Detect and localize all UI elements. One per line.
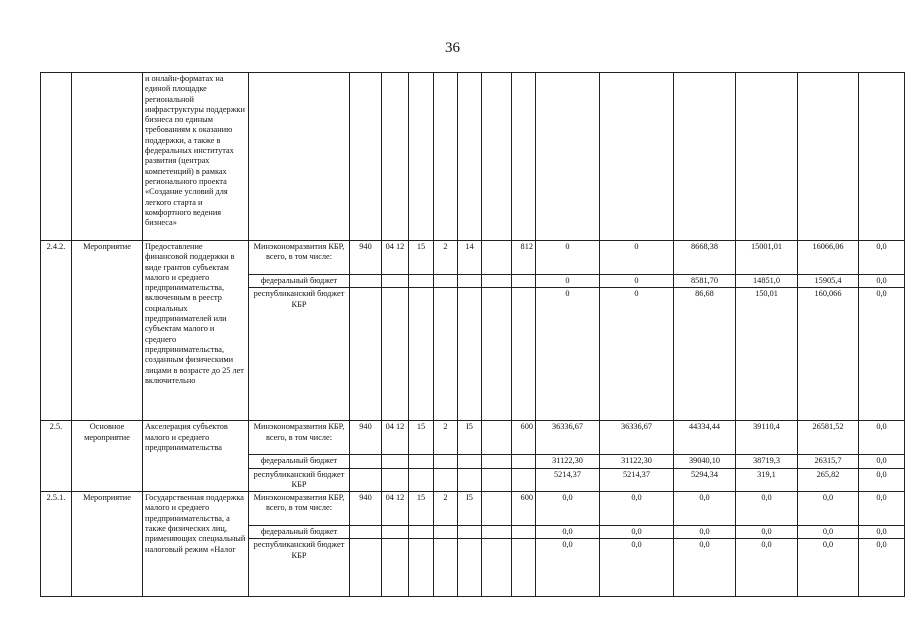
amount-cell: 265,82 (798, 468, 859, 492)
funding-source-cell: республиканский бюджет КБР (249, 468, 350, 492)
expense-type-cell: 600 (512, 421, 536, 455)
section-cell (382, 539, 409, 597)
code-cell (482, 421, 512, 455)
funding-source-cell: федеральный бюджет (249, 275, 350, 288)
cont-name-cell: и онлайн-форматах на единой площадке региональной инфраструктуры поддержки бизнеса по единым требованиям к оказанию поддержки, а также в федеральных институтах развития (центрах компетенций) в рамках регионального проекта «Создание условий для легкого старта и комфортного ведения бизнеса» (143, 73, 249, 241)
program-funding-table (40, 72, 905, 597)
funding-source-cell: Минэкономразвития КБР, всего, в том числе: (249, 421, 350, 455)
row-type-cell: Мероприятие (72, 492, 143, 597)
code-cell (434, 275, 458, 288)
code-cell (409, 455, 434, 468)
amount-cell: 15905,4 (798, 275, 859, 288)
funding-source-cell: республиканский бюджет КБР (249, 539, 350, 597)
expense-type-cell: 600 (512, 492, 536, 526)
amount-cell: 0,0 (736, 539, 798, 597)
table-row (41, 241, 905, 275)
amount-cell: 0,0 (859, 455, 905, 468)
amount-cell: 0,0 (859, 288, 905, 421)
row-name-cell: Предоставление финансовой поддержки в виде грантов субъектам малого и среднего предпринимательства, включенным в реестр социальных предпринимателей или субъектам малого и среднего предпринимательства, созданным физическими лицами в возрасте до 25 лет включительно (143, 241, 249, 421)
grbs-cell (350, 455, 382, 468)
amount-cell: 0,0 (798, 526, 859, 539)
code-cell: I5 (458, 421, 482, 455)
code-cell (434, 539, 458, 597)
amount-cell: 26315,7 (798, 455, 859, 468)
amount-cell: 0 (600, 288, 674, 421)
amount-cell: 0,0 (736, 492, 798, 526)
code-cell: 15 (409, 421, 434, 455)
amount-cell: 36336,67 (600, 421, 674, 455)
code-cell (482, 241, 512, 275)
expense-type-cell (512, 539, 536, 597)
amount-cell: 31122,30 (536, 455, 600, 468)
amount-cell: 0,0 (859, 241, 905, 275)
code-cell (458, 526, 482, 539)
code-cell: 2 (434, 241, 458, 275)
section-cell (382, 526, 409, 539)
row-name-cell: Акселерация субъектов малого и среднего предпринимательства (143, 421, 249, 492)
amount-cell: 0 (536, 288, 600, 421)
amount-cell: 0,0 (674, 526, 736, 539)
grbs-cell (350, 275, 382, 288)
amount-cell: 319,1 (736, 468, 798, 492)
amount-cell: 39040,10 (674, 455, 736, 468)
amount-cell: 0 (536, 241, 600, 275)
amount-cell: 150,01 (736, 288, 798, 421)
expense-type-cell (512, 526, 536, 539)
amount-cell: 86,68 (674, 288, 736, 421)
amount-cell: 5294,34 (674, 468, 736, 492)
section-cell: 04 12 (382, 492, 409, 526)
amount-cell: 16066,06 (798, 241, 859, 275)
code-cell (458, 275, 482, 288)
amount-cell: 0 (536, 275, 600, 288)
code-cell (458, 539, 482, 597)
amount-cell: 0,0 (859, 492, 905, 526)
amount-cell: 0,0 (859, 275, 905, 288)
row-number-cell: 2.5.1. (41, 492, 72, 597)
code-cell (409, 539, 434, 597)
code-cell: I5 (458, 492, 482, 526)
amount-cell: 15001,01 (736, 241, 798, 275)
amount-cell: 0,0 (859, 526, 905, 539)
amount-cell: 14851,0 (736, 275, 798, 288)
grbs-cell: 940 (350, 492, 382, 526)
funding-source-cell: федеральный бюджет (249, 455, 350, 468)
amount-cell: 0,0 (536, 492, 600, 526)
amount-cell: 26581,52 (798, 421, 859, 455)
code-cell: 15 (409, 492, 434, 526)
row-number-cell: 2.5. (41, 421, 72, 492)
code-cell: 2 (434, 421, 458, 455)
amount-cell: 0,0 (600, 526, 674, 539)
section-cell: 04 12 (382, 421, 409, 455)
amount-cell: 0,0 (859, 421, 905, 455)
amount-cell: 39110,4 (736, 421, 798, 455)
code-cell (434, 455, 458, 468)
grbs-cell (350, 526, 382, 539)
amount-cell: 0,0 (536, 526, 600, 539)
code-cell (409, 468, 434, 492)
code-cell (409, 275, 434, 288)
continuation-row (41, 73, 905, 241)
amount-cell: 0,0 (674, 539, 736, 597)
code-cell: 14 (458, 241, 482, 275)
code-cell (482, 288, 512, 421)
amount-cell: 0,0 (859, 539, 905, 597)
grbs-cell: 940 (350, 241, 382, 275)
section-cell (382, 288, 409, 421)
expense-type-cell (512, 468, 536, 492)
grbs-cell: 940 (350, 421, 382, 455)
section-cell (382, 275, 409, 288)
code-cell (458, 288, 482, 421)
amount-cell: 0,0 (674, 492, 736, 526)
funding-source-cell: республиканский бюджет КБР (249, 288, 350, 421)
expense-type-cell: 812 (512, 241, 536, 275)
grbs-cell (350, 468, 382, 492)
amount-cell: 31122,30 (600, 455, 674, 468)
amount-cell: 0 (600, 241, 674, 275)
row-type-cell: Основное мероприятие (72, 421, 143, 492)
cont-type-cell (72, 73, 143, 241)
amount-cell: 0,0 (600, 539, 674, 597)
grbs-cell (350, 288, 382, 421)
expense-type-cell (512, 455, 536, 468)
table-row (41, 421, 905, 455)
code-cell (409, 526, 434, 539)
amount-cell: 0,0 (859, 468, 905, 492)
section-cell (382, 455, 409, 468)
code-cell (434, 468, 458, 492)
amount-cell: 0 (600, 275, 674, 288)
code-cell (434, 288, 458, 421)
code-cell (482, 455, 512, 468)
code-cell (458, 468, 482, 492)
amount-cell: 5214,37 (600, 468, 674, 492)
code-cell (482, 539, 512, 597)
row-name-cell: Государственная поддержка малого и среднего предпринимательства, а также физических лиц, применяющих специальный налоговый режим «Налог (143, 492, 249, 597)
page-number: 36 (445, 40, 460, 56)
row-number-cell: 2.4.2. (41, 241, 72, 421)
code-cell: 15 (409, 241, 434, 275)
code-cell (458, 455, 482, 468)
amount-cell: 0,0 (536, 539, 600, 597)
amount-cell: 36336,67 (536, 421, 600, 455)
amount-cell: 160,066 (798, 288, 859, 421)
code-cell (434, 526, 458, 539)
code-cell: 2 (434, 492, 458, 526)
funding-source-cell: федеральный бюджет (249, 526, 350, 539)
code-cell (482, 526, 512, 539)
section-cell (382, 468, 409, 492)
expense-type-cell (512, 288, 536, 421)
grbs-cell (350, 539, 382, 597)
code-cell (482, 468, 512, 492)
funding-source-cell: Минэкономразвития КБР, всего, в том числе: (249, 241, 350, 275)
funding-source-cell: Минэкономразвития КБР, всего, в том числе: (249, 492, 350, 526)
amount-cell: 8668,38 (674, 241, 736, 275)
expense-type-cell (512, 275, 536, 288)
code-cell (482, 275, 512, 288)
amount-cell: 38719,3 (736, 455, 798, 468)
section-cell: 04 12 (382, 241, 409, 275)
cont-num-cell (41, 73, 72, 241)
amount-cell: 0,0 (798, 492, 859, 526)
row-type-cell: Мероприятие (72, 241, 143, 421)
amount-cell: 0,0 (600, 492, 674, 526)
amount-cell: 44334,44 (674, 421, 736, 455)
amount-cell: 8581,70 (674, 275, 736, 288)
code-cell (409, 288, 434, 421)
code-cell (482, 492, 512, 526)
amount-cell: 0,0 (798, 539, 859, 597)
amount-cell: 5214,37 (536, 468, 600, 492)
amount-cell: 0,0 (736, 526, 798, 539)
table-row (41, 492, 905, 526)
